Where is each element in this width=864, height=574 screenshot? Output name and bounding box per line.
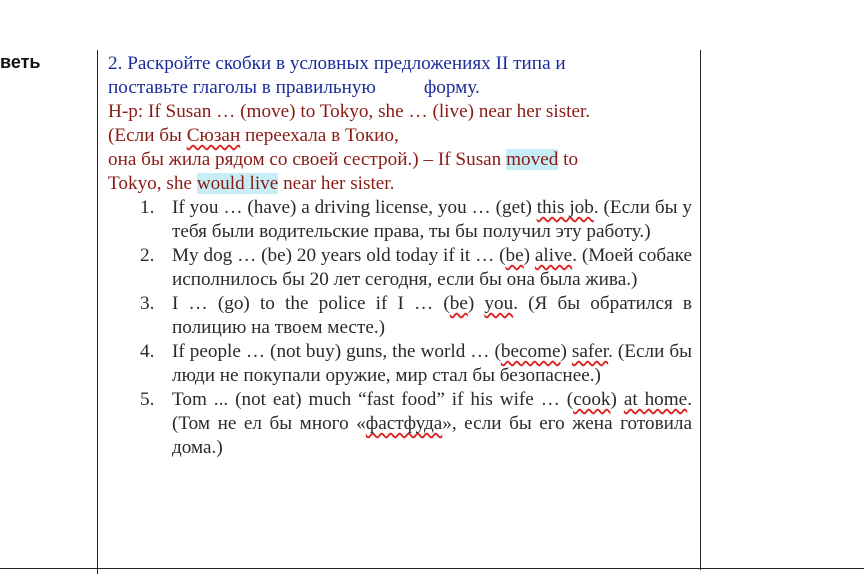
item-number: 5. — [140, 389, 155, 410]
task-instruction — [108, 52, 692, 100]
example-ru-part: (Если бы — [108, 125, 187, 146]
item-text: », если бы его жена готовила дома.) — [172, 413, 692, 458]
example-ru-translation: она бы жила рядом со своей сестрой.) – If Susan — [108, 149, 507, 170]
item-number: 4. — [140, 341, 155, 362]
list-item — [108, 244, 692, 292]
exercise-cell — [108, 52, 692, 460]
spellcheck-word: фастфуда — [365, 413, 443, 434]
exercise-list — [108, 196, 692, 460]
example-english: Н-р: If Susan … (move) to Tokyo, she … (live) near her sister. — [108, 101, 591, 122]
item-text: ) — [560, 341, 572, 362]
spellcheck-word: this job — [536, 197, 594, 218]
instruction-line-1: 2. Раскройте скобки в условных предложениях II типа и — [108, 53, 566, 74]
spellcheck-word: Сюзан — [186, 125, 241, 146]
item-number: 2. — [140, 245, 155, 266]
list-item — [108, 292, 692, 340]
item-text: Tom ... (not eat) much “fast food” if his wife … ( — [172, 389, 574, 410]
item-text: If people … (not buy) guns, the world … ( — [172, 341, 501, 362]
spellcheck-word: become — [500, 341, 561, 362]
example-sentence — [108, 100, 692, 196]
spellcheck-word: safer — [571, 341, 609, 362]
table-border-bottom — [0, 568, 864, 569]
instruction-line-2-end: форму. — [423, 77, 480, 98]
example-ru-part: переехала в Токио, — [240, 125, 399, 146]
spellcheck-word: cook — [573, 389, 611, 410]
spellcheck-word: you — [484, 293, 514, 314]
table-border-left — [97, 50, 98, 574]
item-text: I … (go) to the police if I … ( — [172, 293, 450, 314]
item-text: . (Если бы люди не покупали оружие, мир стал бы безопаснее.) — [172, 341, 693, 386]
example-part: to — [558, 149, 579, 170]
instruction-line-2: поставьте глаголы в правильную — [108, 77, 376, 98]
item-number: 3. — [140, 293, 155, 314]
highlight-would-live: would live — [196, 173, 279, 194]
example-part: near her sister. — [278, 173, 395, 194]
item-text: . (Если бы у тебя были водительские права, ты бы получил эту работу.) — [172, 197, 693, 242]
example-part: Tokyo, she — [108, 173, 197, 194]
list-item — [108, 340, 692, 388]
spellcheck-word: alive — [534, 245, 573, 266]
item-text: My dog … (be) 20 years old today if it … ( — [172, 245, 506, 266]
item-text: . (Том не ел бы много « — [172, 389, 692, 434]
item-text: . (Моей собаке исполнилось бы 20 лет сегодня, если бы она была жива.) — [172, 245, 692, 290]
list-item — [108, 388, 692, 460]
spellcheck-word: be — [449, 293, 468, 314]
spellcheck-word: be — [505, 245, 524, 266]
left-column-label: веть — [0, 52, 41, 72]
item-text: If you … (have) a driving license, you … (get) — [172, 197, 537, 218]
item-text: ) — [467, 293, 485, 314]
highlight-moved: moved — [506, 149, 559, 170]
item-number: 1. — [140, 197, 155, 218]
item-text: . (Я бы обратился в полицию на твоем месте.) — [172, 293, 692, 338]
list-item — [108, 196, 692, 244]
spellcheck-word: at home — [623, 389, 688, 410]
item-text: ) — [610, 389, 624, 410]
item-text: ) — [523, 245, 535, 266]
table-border-right — [700, 50, 701, 570]
